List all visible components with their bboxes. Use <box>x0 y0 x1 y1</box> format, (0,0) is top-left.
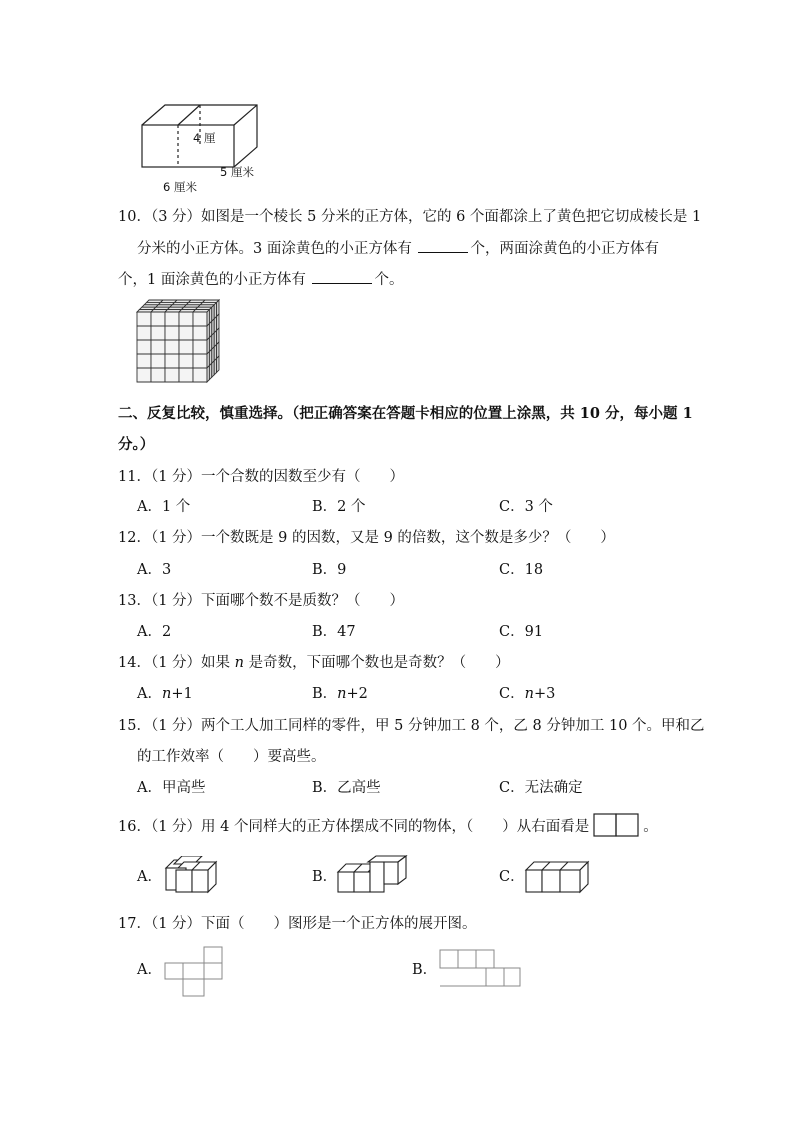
cube-face <box>179 340 193 354</box>
q10-line2: 分米的小正方体。3 面涂黄色的小正方体有 个，两面涂黄色的小正方体有 <box>137 238 659 259</box>
cube-face <box>165 354 179 368</box>
cube-face <box>137 354 151 368</box>
cube-face <box>151 326 165 340</box>
q16-option-c-figure <box>522 856 592 896</box>
width-label: 5 厘米 <box>220 165 254 179</box>
cube-face <box>137 368 151 382</box>
cube-face <box>217 356 219 372</box>
cube-face <box>179 312 193 326</box>
q13-option-c[interactable]: C．91 <box>499 624 544 640</box>
q14-option-a[interactable]: A．n+1 <box>137 686 193 702</box>
q15-option-c[interactable]: C．无法确定 <box>499 780 583 796</box>
q15-stem-line1: 15．（1 分）两个工人加工同样的零件，甲 5 分钟加工 8 个，乙 8 分钟加工 10 个。甲和乙 <box>118 718 705 734</box>
q17-option-a[interactable]: A． <box>137 962 162 978</box>
q12-stem: 12．（1 分）一个数既是 9 的因数，又是 9 的倍数，这个数是多少？（ ） <box>118 530 615 546</box>
cube-face <box>193 326 207 340</box>
cuboid-figure <box>130 100 270 195</box>
cube-face <box>137 326 151 340</box>
q15-option-a[interactable]: A．甲高些 <box>137 780 206 796</box>
q15-stem-line2: 的工作效率（ ）要高些。 <box>137 749 326 765</box>
cube-face <box>151 340 165 354</box>
cube-face <box>151 312 165 326</box>
q11-option-a[interactable]: A．1 个 <box>137 499 191 515</box>
cube-face <box>137 340 151 354</box>
q17-stem: 17．（1 分）下面（ ）图形是一个正方体的展开图。 <box>118 916 477 932</box>
cube-face <box>193 340 207 354</box>
cube-face <box>137 312 151 326</box>
q16-option-c[interactable]: C． <box>499 869 525 885</box>
q15-option-b[interactable]: B．乙高些 <box>312 780 381 796</box>
section2-heading: 二、反复比较，慎重选择。（把正确答案在答题卡相应的位置上涂黑，共 10 分，每小题 1 <box>118 405 693 422</box>
q10-line3: 个，1 面涂黄色的小正方体有 个。 <box>118 269 403 290</box>
q17-option-b[interactable]: B． <box>412 962 438 978</box>
cube-grid-figure <box>135 298 231 394</box>
q10-blank-1[interactable] <box>418 238 468 253</box>
right-view-figure <box>593 813 639 837</box>
q14-stem: 14．（1 分）如果 n 是奇数，下面哪个数也是奇数？（ ） <box>118 655 510 671</box>
q14-option-c[interactable]: C．n+3 <box>499 686 556 702</box>
cube-face <box>179 354 193 368</box>
q16-option-a[interactable]: A． <box>137 869 162 885</box>
q17-option-a-figure <box>162 945 234 999</box>
q11-stem: 11．（1 分）一个合数的因数至少有（ ） <box>118 469 405 485</box>
length-label: 6 厘米 <box>163 180 197 194</box>
q13-option-a[interactable]: A．2 <box>137 624 172 640</box>
q14-option-b[interactable]: B．n+2 <box>312 686 368 702</box>
q10-line1: 10．（3 分）如图是一个棱长 5 分米的正方体，它的 6 个面都涂上了黄色把它切成棱长是 1 <box>118 209 702 225</box>
cube-face <box>151 368 165 382</box>
q12-option-b[interactable]: B．9 <box>312 562 347 578</box>
cube-face <box>151 354 165 368</box>
q16-option-a-figure <box>160 856 222 896</box>
cube-face <box>165 368 179 382</box>
cube-face <box>165 340 179 354</box>
section2-heading-cont: 分。） <box>118 436 155 453</box>
q17-option-b-figure <box>437 948 523 990</box>
q16-option-b[interactable]: B． <box>312 869 338 885</box>
cube-face <box>179 368 193 382</box>
cube-face <box>165 326 179 340</box>
q16-option-b-figure <box>336 854 412 896</box>
q12-option-c[interactable]: C．18 <box>499 562 544 578</box>
cube-face <box>193 354 207 368</box>
height-label: 4 厘 <box>193 131 216 145</box>
q11-option-b[interactable]: B．2 个 <box>312 499 366 515</box>
q13-option-b[interactable]: B．47 <box>312 624 356 640</box>
cube-face <box>193 312 207 326</box>
q10-blank-2[interactable] <box>312 269 372 284</box>
q12-option-a[interactable]: A．3 <box>137 562 172 578</box>
cube-face <box>179 326 193 340</box>
cube-face <box>165 312 179 326</box>
cube-face <box>193 368 207 382</box>
q13-stem: 13．（1 分）下面哪个数不是质数？（ ） <box>118 593 405 609</box>
q16-stem: 16．（1 分）用 4 个同样大的正方体摆成不同的物体，（ ）从右面看是 。 <box>118 815 658 839</box>
q11-option-c[interactable]: C．3 个 <box>499 499 553 515</box>
